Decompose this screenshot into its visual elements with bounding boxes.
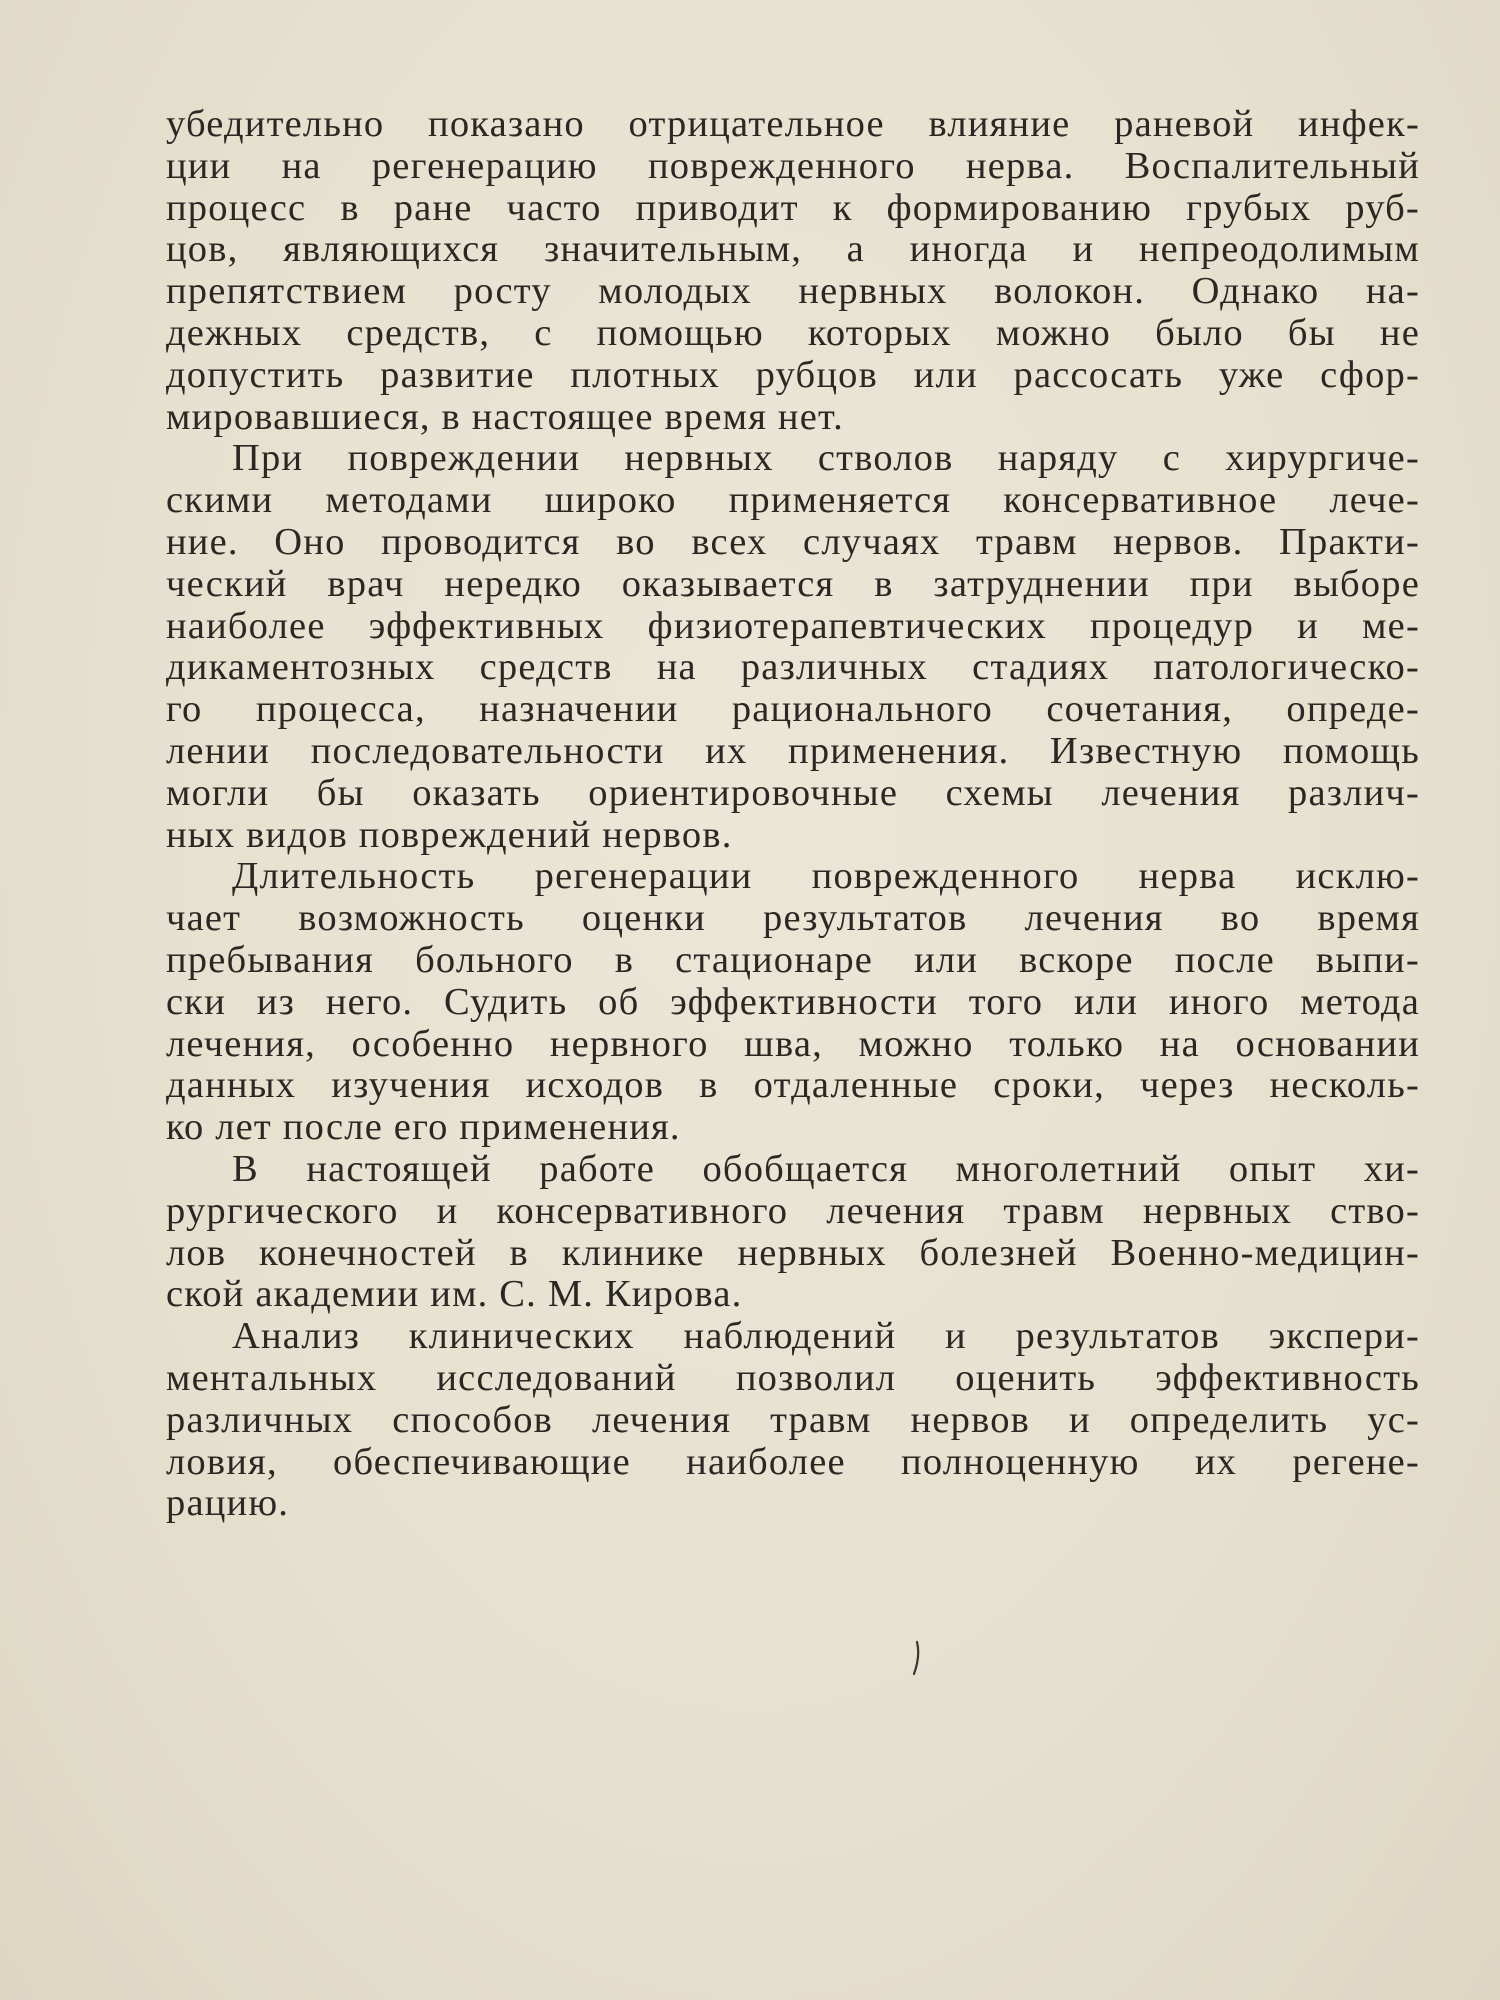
text-line: ние. Оно проводится во всех случаях травм нервов. Практи- (166, 520, 1420, 563)
paragraph-5 (166, 1316, 1420, 1525)
paragraph-2 (166, 438, 1420, 856)
body-text (166, 104, 1420, 1525)
text-line: мировавшиеся, в настоящее время нет. (166, 395, 844, 438)
paragraph-1 (166, 104, 1420, 438)
text-line: рацию. (166, 1482, 290, 1525)
text-line: При повреждении нервных стволов наряду с хирургиче- (232, 437, 1420, 480)
text-line: различных способов лечения травм нервов и определить ус- (166, 1398, 1420, 1441)
text-line: дикаментозных средств на различных стадиях патологическо- (166, 646, 1420, 689)
text-line: пребывания больного в стационаре или вскоре после выпи- (166, 938, 1420, 981)
text-line: скими методами широко применяется консервативное лече- (166, 479, 1420, 522)
pencil-mark (905, 1640, 925, 1680)
text-line: Анализ клинических наблюдений и результатов экспери- (232, 1315, 1420, 1358)
text-line: ции на регенерацию поврежденного нерва. Воспалительный (166, 144, 1420, 187)
text-line: ментальных исследований позволил оценить эффективность (166, 1356, 1420, 1399)
text-line: лечения, особенно нервного шва, можно только на основании (166, 1022, 1420, 1065)
text-line: ных видов повреждений нервов. (166, 813, 733, 856)
paragraph-3 (166, 856, 1420, 1149)
text-line: процесс в ране часто приводит к формированию грубых руб- (166, 186, 1420, 229)
text-line: препятствием росту молодых нервных волокон. Однако на- (166, 270, 1420, 313)
text-line: лении последовательности их применения. Известную помощь (166, 729, 1420, 772)
paragraph-4 (166, 1149, 1420, 1316)
text-line: рургического и консервативного лечения травм нервных ство- (166, 1189, 1420, 1232)
text-line: ской академии им. С. М. Кирова. (166, 1273, 743, 1316)
text-line: наиболее эффективных физиотерапевтических процедур и ме- (166, 604, 1420, 647)
text-line: могли бы оказать ориентировочные схемы лечения различ- (166, 771, 1420, 814)
text-line: го процесса, назначении рационального сочетания, опреде- (166, 688, 1420, 731)
text-line: лов конечностей в клинике нервных болезней Военно-медицин- (166, 1231, 1420, 1274)
text-line: ски из него. Судить об эффективности того или иного метода (166, 980, 1420, 1023)
text-line: В настоящей работе обобщается многолетний опыт хи- (232, 1147, 1420, 1190)
text-line: допустить развитие плотных рубцов или рассосать уже сфор- (166, 353, 1420, 396)
text-line: ко лет после его применения. (166, 1106, 681, 1149)
text-line: убедительно показано отрицательное влияние раневой инфек- (166, 103, 1420, 145)
text-line: чает возможность оценки результатов лечения во время (166, 897, 1420, 940)
text-line: цов, являющихся значительным, а иногда и непреодолимым (166, 228, 1420, 271)
text-line: ческий врач нередко оказывается в затруднении при выборе (166, 562, 1420, 605)
text-line: дежных средств, с помощью которых можно было бы не (166, 311, 1420, 354)
text-line: ловия, обеспечивающие наиболее полноценную их регене- (166, 1440, 1420, 1483)
text-line: данных изучения исходов в отдаленные сроки, через несколь- (166, 1064, 1420, 1107)
text-line: Длительность регенерации поврежденного нерва исклю- (232, 855, 1420, 898)
